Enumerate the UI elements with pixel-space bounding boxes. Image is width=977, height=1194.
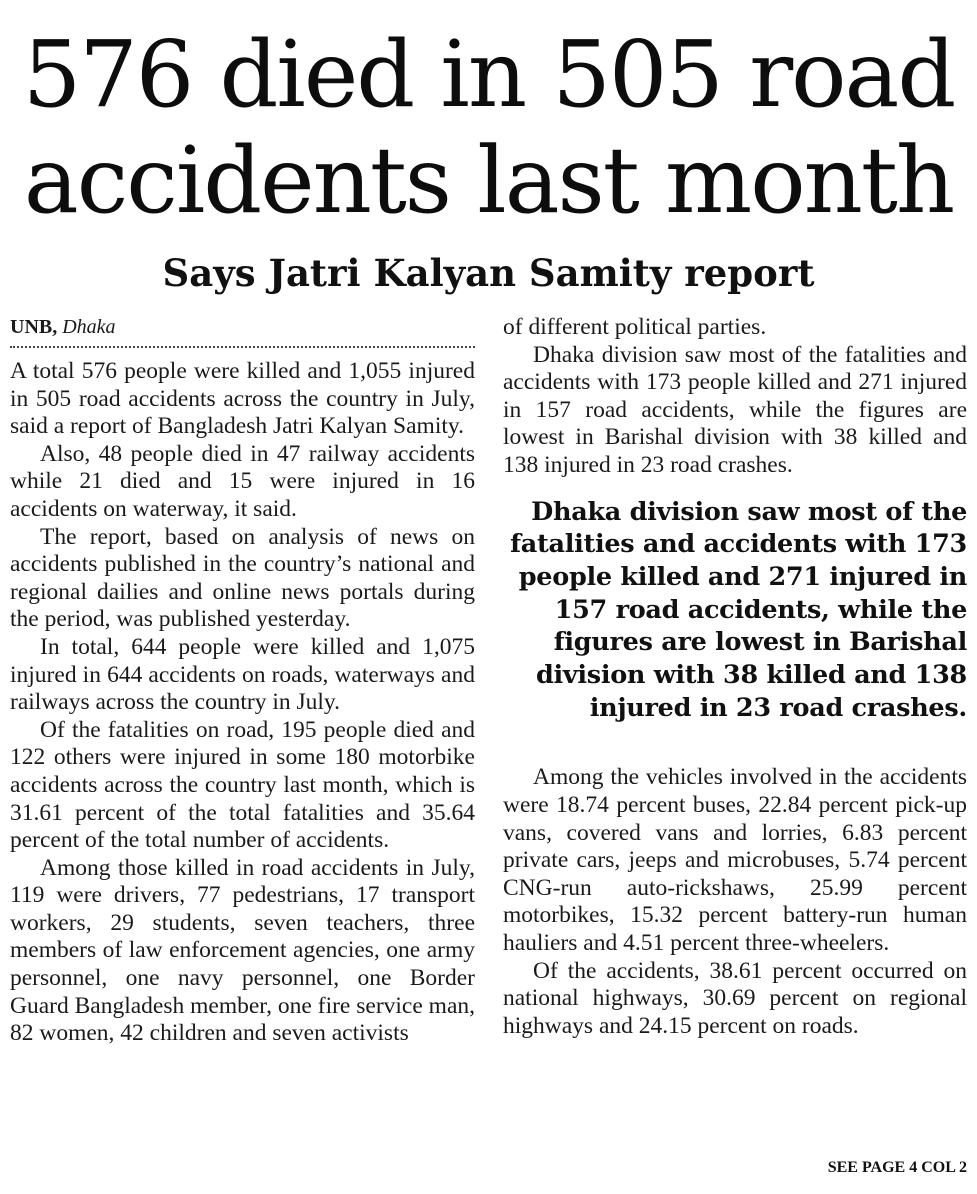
body-paragraph: In total, 644 people were killed and 1,075 injured in 644 accidents on roads, waterways and railways across the country in July. bbox=[10, 633, 475, 716]
jump-line: SEE PAGE 4 COL 2 bbox=[827, 1159, 967, 1176]
headline-line-1: 576 died in 505 road bbox=[22, 21, 955, 128]
right-column bbox=[503, 314, 967, 1040]
byline-place: Dhaka bbox=[62, 316, 116, 338]
byline-agency: UNB, bbox=[10, 316, 58, 338]
continued-paragraph: of different political parties. bbox=[503, 314, 767, 340]
body-paragraph: Of the fatalities on road, 195 people died and 122 others were injured in some 180 motorbike accidents across the country last month, which is 31.61 percent of the total fatalities and 35.64 percent of the total number of accidents. bbox=[10, 716, 475, 854]
pull-quote: Dhaka division saw most of the fatalities and accidents with 173 people killed and 271 injured in 157 road accidents, while the figures are lowest in Barishal division with 38 killed and 138 injured in 23 road crashes. bbox=[510, 496, 967, 723]
body-paragraph: Among those killed in road accidents in July, 119 were drivers, 77 pedestrians, 17 transport workers, 29 students, seven teachers, three members of law enforcement agencies, one army personnel, one navy personnel, one Border Guard Bangladesh member, one fire service man, 82 women, 42 children and seven activists bbox=[10, 854, 475, 1047]
body-paragraph: A total 576 people were killed and 1,055 injured in 505 road accidents across the country in July, said a report of Bangladesh Jatri Kalyan Samity. bbox=[10, 358, 475, 440]
body-paragraph: Of the accidents, 38.61 percent occurred on national highways, 30.69 percent on regional highways and 24.15 percent on roads. bbox=[503, 957, 967, 1039]
body-paragraph: The report, based on analysis of news on accidents published in the country’s national and regional dailies and online news portals during the period, was published yesterday. bbox=[10, 523, 475, 633]
left-column bbox=[10, 314, 475, 1048]
body-paragraph: Dhaka division saw most of the fatalities and accidents with 173 people killed and 271 injured in 157 road accidents, while the figures are lowest in Barishal division with 38 killed and 138 injured in 23 road crashes. bbox=[503, 341, 967, 478]
subheadline: Says Jatri Kalyan Samity report bbox=[162, 251, 815, 295]
body-paragraph: Among the vehicles involved in the accidents were 18.74 percent buses, 22.84 percent pick-up vans, covered vans and lorries, 6.83 percent private cars, jeeps and microbuses, 5.74 percent CNG-run auto-rickshaws, 25.99 percent motorbikes, 15.32 percent battery-run human hauliers and 4.51 percent three-wheelers. bbox=[503, 764, 967, 957]
byline bbox=[10, 314, 475, 348]
body-paragraph: Also, 48 people died in 47 railway accidents while 21 died and 15 were injured in 16 accidents on waterway, it said. bbox=[10, 440, 475, 522]
headline bbox=[0, 22, 977, 234]
headline-line-2: accidents last month bbox=[23, 127, 954, 234]
